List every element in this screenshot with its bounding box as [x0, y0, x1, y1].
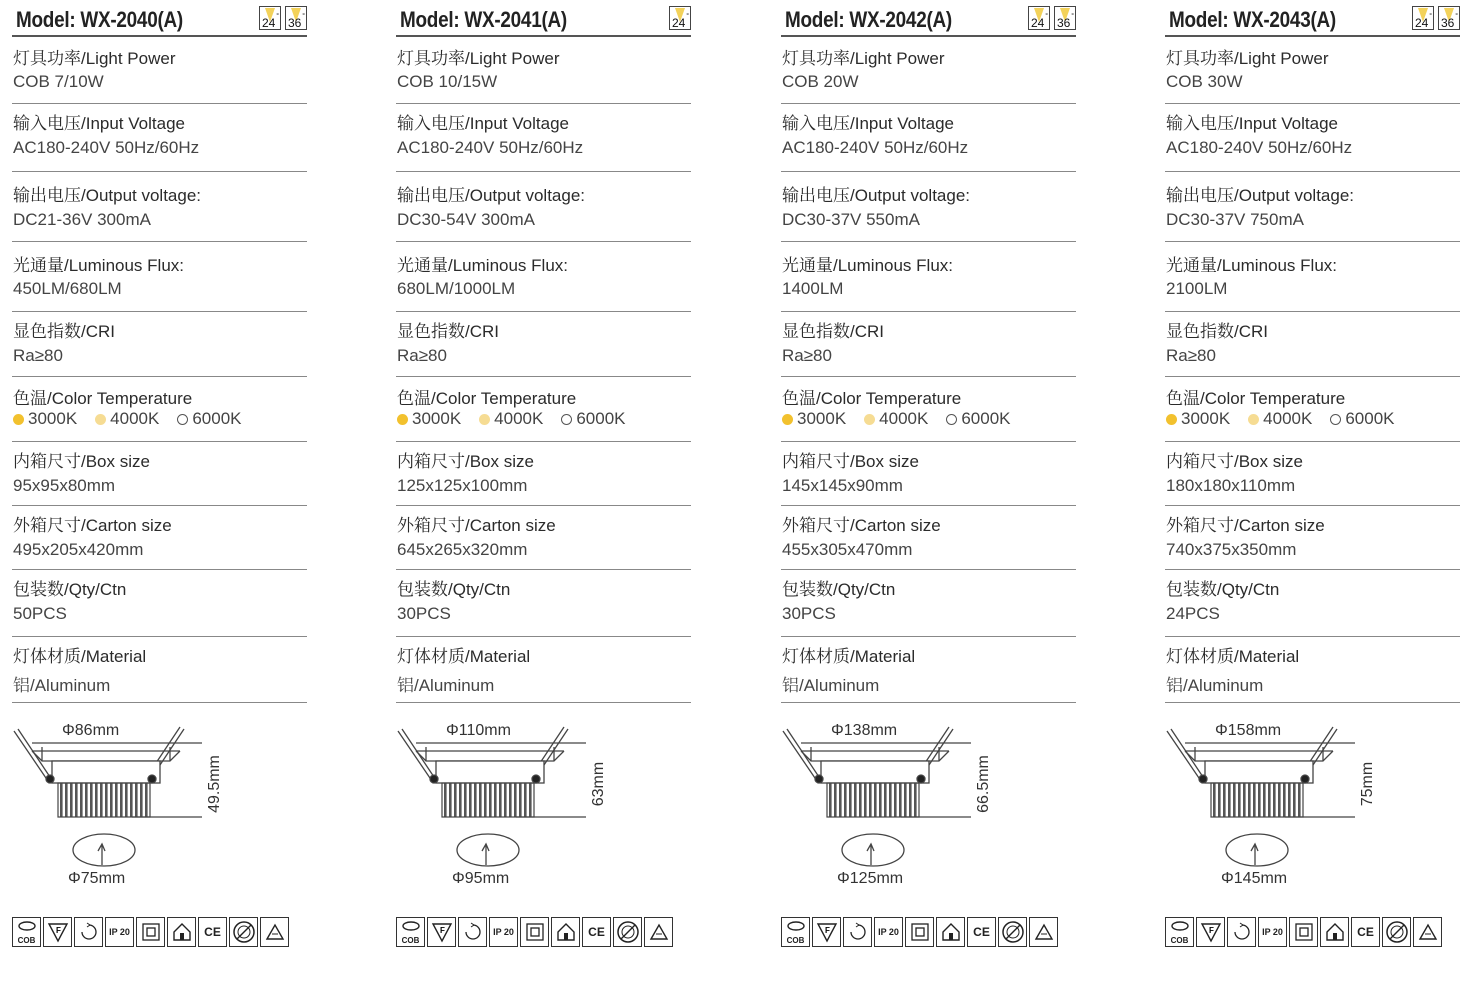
f-mark-icon [812, 917, 841, 947]
height-label: 75mm [1359, 761, 1376, 807]
dimension-diagram [396, 705, 691, 905]
spec-row-box [396, 441, 691, 506]
spec-row-output [1165, 171, 1460, 242]
spec-label: 灯具功率/Light Power [397, 49, 560, 68]
spec-label: 光通量/Luminous Flux: [397, 256, 568, 275]
color-temp-option [1330, 409, 1394, 429]
spec-row-qty [781, 569, 1076, 637]
f-mark-icon [43, 917, 72, 947]
color-temp-value: 6000K [192, 409, 242, 428]
saa-icon [260, 917, 289, 947]
spec-value: AC180-240V 50Hz/60Hz [397, 138, 584, 157]
spec-label: 外箱尺寸/Carton size [1166, 516, 1325, 535]
spec-value: Ra≥80 [397, 346, 447, 365]
model-header [1165, 3, 1460, 37]
spec-value: Ra≥80 [782, 346, 832, 365]
model-header [396, 3, 691, 37]
color-temp-option [946, 409, 1010, 429]
spec-row-box [781, 441, 1076, 506]
spec-label: 显色指数/CRI [13, 322, 115, 341]
spec-value: 24PCS [1166, 604, 1220, 623]
svg-text:F: F [824, 926, 830, 935]
beam-angle-value: 24 [262, 16, 276, 30]
spec-value: DC21-36V 300mA [13, 210, 151, 229]
spec-value: COB 30W [1166, 72, 1243, 91]
color-dot-icon [561, 414, 572, 425]
downlight-drawing [396, 705, 691, 905]
rohs-icon [1382, 917, 1411, 947]
spec-label: 输入电压/Input Voltage [1166, 114, 1338, 133]
spec-label: 外箱尺寸/Carton size [782, 516, 941, 535]
spec-label: 灯体材质/Material [1166, 647, 1300, 666]
spec-row-box [12, 441, 307, 506]
cutout-label: Φ145mm [1221, 870, 1288, 887]
spec-value: 455x305x470mm [782, 540, 913, 559]
spec-value: 145x145x90mm [782, 476, 903, 495]
model-header [12, 3, 307, 37]
class2-icon [136, 917, 165, 947]
svg-text:F: F [439, 926, 445, 935]
color-dot-icon [946, 414, 957, 425]
spec-label: 包装数/Qty/Ctn [1166, 580, 1280, 599]
height-label: 49.5mm [206, 755, 223, 813]
rotate-icon [843, 917, 872, 947]
spec-row-qty [1165, 569, 1460, 637]
spec-value: 125x125x100mm [397, 476, 528, 495]
spec-row-power [396, 36, 691, 104]
color-dot-icon [95, 414, 106, 425]
beam-angle-value: 24 [1031, 16, 1045, 30]
spec-label: 输入电压/Input Voltage [782, 114, 954, 133]
spec-value: 铝/Aluminum [782, 676, 880, 695]
spec-row-flux [781, 241, 1076, 312]
dimension-diagram [12, 705, 307, 905]
beam-angle-value: 36 [288, 16, 302, 30]
color-temperature-options [1166, 409, 1413, 429]
f-mark-icon [427, 917, 456, 947]
cob-icon: COB [12, 917, 41, 947]
spec-row-input [12, 103, 307, 172]
saa-icon [1413, 917, 1442, 947]
rotate-icon [1227, 917, 1256, 947]
spec-row-carton [1165, 505, 1460, 570]
spec-row-cri [12, 311, 307, 377]
model-title: Model: WX-2043(A) [1169, 7, 1336, 32]
height-label: 63mm [590, 761, 607, 807]
spec-value: 740x375x350mm [1166, 540, 1297, 559]
indoor-icon [1320, 917, 1349, 947]
cutout-label: Φ95mm [452, 870, 510, 887]
beam-angle-value: 24 [1415, 16, 1429, 30]
product-column-4 [1165, 0, 1460, 992]
diameter-label: Φ138mm [831, 722, 898, 739]
color-temperature-options [782, 409, 1029, 429]
color-temp-value: 6000K [576, 409, 626, 428]
spec-label: 色温/Color Temperature [13, 389, 193, 408]
class2-icon [1289, 917, 1318, 947]
spec-value: COB 20W [782, 72, 859, 91]
ce-icon: CE [1351, 917, 1380, 947]
spec-label: 灯具功率/Light Power [782, 49, 945, 68]
spec-row-ct [781, 376, 1076, 442]
beam-angle-value: 36 [1441, 16, 1455, 30]
spec-label: 输出电压/Output voltage: [782, 186, 971, 205]
spec-row-material [1165, 636, 1460, 703]
color-dot-icon [479, 414, 490, 425]
certification-icons [781, 917, 1076, 949]
spec-row-power [1165, 36, 1460, 104]
spec-value: 1400LM [782, 279, 844, 298]
spec-value: 2100LM [1166, 279, 1228, 298]
spec-row-power [12, 36, 307, 104]
color-dot-icon [177, 414, 188, 425]
spec-row-material [396, 636, 691, 703]
color-temp-option [864, 409, 928, 429]
color-temperature-options [13, 409, 260, 429]
dimension-diagram [1165, 705, 1460, 905]
class2-icon [520, 917, 549, 947]
spec-label: 包装数/Qty/Ctn [397, 580, 511, 599]
certification-icons [12, 917, 307, 949]
beam-angle-badges [669, 6, 691, 30]
spec-label: 输出电压/Output voltage: [397, 186, 586, 205]
spec-row-ct [396, 376, 691, 442]
beam-angle-icon: 24 ° [669, 6, 691, 30]
color-temp-option [1248, 409, 1312, 429]
spec-value: 30PCS [782, 604, 836, 623]
indoor-icon [551, 917, 580, 947]
color-temp-option [561, 409, 625, 429]
color-dot-icon [864, 414, 875, 425]
color-dot-icon [1166, 414, 1177, 425]
spec-row-output [781, 171, 1076, 242]
diameter-label: Φ158mm [1215, 722, 1282, 739]
color-dot-icon [1330, 414, 1341, 425]
ce-icon: CE [582, 917, 611, 947]
spec-row-input [396, 103, 691, 172]
ip20-icon: IP 20 [489, 917, 518, 947]
rohs-icon [613, 917, 642, 947]
rotate-icon [458, 917, 487, 947]
color-temp-value: 3000K [797, 409, 847, 428]
height-label: 66.5mm [975, 755, 992, 813]
spec-label: 输出电压/Output voltage: [13, 186, 202, 205]
color-temp-option [95, 409, 159, 429]
certification-icons [396, 917, 691, 949]
saa-icon [644, 917, 673, 947]
f-mark-icon [1196, 917, 1225, 947]
spec-row-flux [12, 241, 307, 312]
beam-angle-icon: 24 ° [1028, 6, 1050, 30]
color-temp-option [397, 409, 461, 429]
color-temp-option [177, 409, 241, 429]
beam-angle-icon: 36 ° [1438, 6, 1460, 30]
model-title: Model: WX-2041(A) [400, 7, 567, 32]
color-temp-value: 3000K [28, 409, 78, 428]
indoor-icon [936, 917, 965, 947]
spec-row-power [781, 36, 1076, 104]
color-temp-value: 6000K [961, 409, 1011, 428]
downlight-drawing [781, 705, 1076, 905]
spec-value: 30PCS [397, 604, 451, 623]
spec-value: DC30-54V 300mA [397, 210, 535, 229]
spec-label: 显色指数/CRI [1166, 322, 1268, 341]
spec-label: 灯体材质/Material [782, 647, 916, 666]
svg-text:F: F [1208, 926, 1214, 935]
spec-row-output [396, 171, 691, 242]
spec-value: 95x95x80mm [13, 476, 116, 495]
spec-label: 输出电压/Output voltage: [1166, 186, 1355, 205]
spec-label: 色温/Color Temperature [782, 389, 962, 408]
product-column-1 [12, 0, 307, 992]
beam-angle-badges [259, 6, 307, 30]
spec-value: AC180-240V 50Hz/60Hz [1166, 138, 1353, 157]
spec-label: 内箱尺寸/Box size [13, 452, 150, 471]
spec-label: 包装数/Qty/Ctn [13, 580, 127, 599]
cob-icon: COB [781, 917, 810, 947]
beam-angle-icon: 24 ° [259, 6, 281, 30]
color-temp-value: 4000K [879, 409, 929, 428]
spec-row-flux [396, 241, 691, 312]
spec-row-carton [781, 505, 1076, 570]
rohs-icon [998, 917, 1027, 947]
dimension-diagram [781, 705, 1076, 905]
beam-angle-value: 36 [1057, 16, 1071, 30]
beam-angle-badges [1412, 6, 1460, 30]
beam-angle-icon: 36 ° [285, 6, 307, 30]
beam-angle-value: 24 [672, 16, 686, 30]
spec-label: 色温/Color Temperature [1166, 389, 1346, 408]
spec-value: 180x180x110mm [1166, 476, 1296, 495]
spec-value: 铝/Aluminum [13, 676, 111, 695]
diameter-label: Φ110mm [446, 722, 511, 739]
spec-row-ct [1165, 376, 1460, 442]
indoor-icon [167, 917, 196, 947]
beam-angle-icon: 24 ° [1412, 6, 1434, 30]
cob-icon: COB [1165, 917, 1194, 947]
spec-value: 680LM/1000LM [397, 279, 516, 298]
beam-angle-icon: 36 ° [1054, 6, 1076, 30]
spec-row-qty [12, 569, 307, 637]
spec-row-carton [396, 505, 691, 570]
color-temp-option [782, 409, 846, 429]
spec-label: 色温/Color Temperature [397, 389, 577, 408]
spec-label: 外箱尺寸/Carton size [13, 516, 172, 535]
spec-row-flux [1165, 241, 1460, 312]
spec-label: 内箱尺寸/Box size [397, 452, 534, 471]
spec-value: COB 10/15W [397, 72, 498, 91]
spec-value: 50PCS [13, 604, 67, 623]
spec-value: AC180-240V 50Hz/60Hz [13, 138, 200, 157]
cutout-label: Φ75mm [68, 870, 126, 887]
spec-value: Ra≥80 [1166, 346, 1216, 365]
spec-value: 铝/Aluminum [1166, 676, 1264, 695]
downlight-drawing [1165, 705, 1460, 905]
product-column-2 [396, 0, 691, 992]
spec-value: DC30-37V 750mA [1166, 210, 1304, 229]
spec-label: 光通量/Luminous Flux: [1166, 256, 1337, 275]
spec-label: 灯具功率/Light Power [1166, 49, 1329, 68]
color-dot-icon [13, 414, 24, 425]
svg-text:F: F [55, 926, 61, 935]
rotate-icon [74, 917, 103, 947]
color-temperature-options [397, 409, 644, 429]
spec-row-ct [12, 376, 307, 442]
spec-row-output [12, 171, 307, 242]
color-temp-value: 4000K [1263, 409, 1313, 428]
spec-label: 内箱尺寸/Box size [782, 452, 919, 471]
color-temp-option [1166, 409, 1230, 429]
color-dot-icon [782, 414, 793, 425]
spec-row-input [1165, 103, 1460, 172]
spec-label: 灯体材质/Material [13, 647, 147, 666]
spec-row-cri [781, 311, 1076, 377]
spec-value: 450LM/680LM [13, 279, 122, 298]
spec-row-cri [1165, 311, 1460, 377]
cutout-label: Φ125mm [837, 870, 904, 887]
color-temp-option [13, 409, 77, 429]
downlight-drawing [12, 705, 307, 905]
spec-label: 包装数/Qty/Ctn [782, 580, 896, 599]
spec-row-carton [12, 505, 307, 570]
spec-value: COB 7/10W [13, 72, 104, 91]
diameter-label: Φ86mm [62, 722, 120, 739]
certification-icons [1165, 917, 1460, 949]
saa-icon [1029, 917, 1058, 947]
spec-row-box [1165, 441, 1460, 506]
ce-icon: CE [967, 917, 996, 947]
spec-label: 光通量/Luminous Flux: [782, 256, 953, 275]
model-title: Model: WX-2042(A) [785, 7, 952, 32]
ip20-icon: IP 20 [105, 917, 134, 947]
spec-label: 内箱尺寸/Box size [1166, 452, 1303, 471]
spec-row-qty [396, 569, 691, 637]
spec-label: 灯体材质/Material [397, 647, 531, 666]
ip20-icon: IP 20 [874, 917, 903, 947]
color-dot-icon [1248, 414, 1259, 425]
ce-icon: CE [198, 917, 227, 947]
spec-value: Ra≥80 [13, 346, 63, 365]
color-temp-value: 3000K [412, 409, 462, 428]
beam-angle-badges [1028, 6, 1076, 30]
ip20-icon: IP 20 [1258, 917, 1287, 947]
spec-label: 显色指数/CRI [397, 322, 499, 341]
spec-label: 灯具功率/Light Power [13, 49, 176, 68]
product-column-3 [781, 0, 1076, 992]
color-temp-value: 3000K [1181, 409, 1231, 428]
color-temp-value: 6000K [1345, 409, 1395, 428]
spec-label: 输入电压/Input Voltage [397, 114, 569, 133]
color-temp-value: 4000K [110, 409, 160, 428]
spec-value: DC30-37V 550mA [782, 210, 920, 229]
spec-row-cri [396, 311, 691, 377]
spec-value: AC180-240V 50Hz/60Hz [782, 138, 969, 157]
spec-label: 显色指数/CRI [782, 322, 884, 341]
spec-value: 495x205x420mm [13, 540, 144, 559]
color-dot-icon [397, 414, 408, 425]
spec-value: 645x265x320mm [397, 540, 528, 559]
spec-row-input [781, 103, 1076, 172]
class2-icon [905, 917, 934, 947]
spec-label: 输入电压/Input Voltage [13, 114, 185, 133]
spec-row-material [12, 636, 307, 703]
spec-value: 铝/Aluminum [397, 676, 495, 695]
spec-label: 外箱尺寸/Carton size [397, 516, 556, 535]
rohs-icon [229, 917, 258, 947]
model-header [781, 3, 1076, 37]
model-title: Model: WX-2040(A) [16, 7, 183, 32]
spec-label: 光通量/Luminous Flux: [13, 256, 184, 275]
cob-icon: COB [396, 917, 425, 947]
spec-row-material [781, 636, 1076, 703]
color-temp-value: 4000K [494, 409, 544, 428]
color-temp-option [479, 409, 543, 429]
